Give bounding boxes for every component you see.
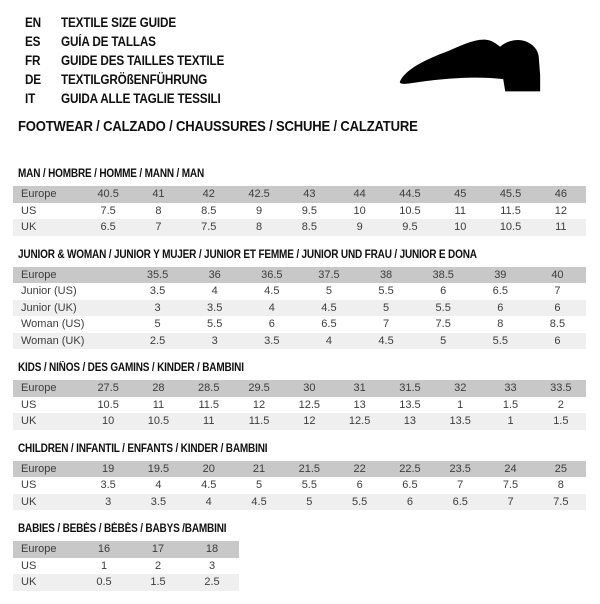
size-cell: 11.5 <box>248 415 270 428</box>
size-cell: 7 <box>457 479 464 492</box>
row-label: Europe <box>21 268 57 281</box>
row-label: Europe <box>21 188 57 201</box>
size-cell: 18 <box>205 543 219 556</box>
size-cell: 10.5 <box>499 221 522 234</box>
size-cell: 2 <box>557 398 564 411</box>
size-cell: 45.5 <box>499 188 522 201</box>
size-cell: 2.5 <box>204 576 220 589</box>
size-cell: 36 <box>208 268 221 281</box>
table-row <box>13 219 586 236</box>
row-label: US <box>21 559 37 572</box>
language-code: IT <box>25 91 36 106</box>
table-row <box>13 267 586 284</box>
size-cell: 3 <box>105 495 112 508</box>
table-title-babies <box>18 523 586 536</box>
size-cell: 6.5 <box>492 285 508 298</box>
size-cell: 45 <box>454 188 467 201</box>
size-cell: 12 <box>252 398 266 411</box>
size-cell: 19.5 <box>147 462 170 475</box>
size-cell: 46 <box>554 188 567 201</box>
table-title-junior-woman <box>18 249 586 262</box>
size-table-junior-woman <box>13 267 586 350</box>
table-section-man <box>13 168 586 236</box>
size-cell: 31 <box>353 382 366 395</box>
table-title-text: CHILDREN / INFANTIL / ENFANTS / KINDER / BAMBINI <box>18 442 268 455</box>
table-row <box>13 494 586 511</box>
size-cell: 6 <box>497 301 504 314</box>
size-cell: 1.5 <box>150 576 166 589</box>
size-cell: 10.5 <box>97 398 119 411</box>
table-row <box>13 397 586 414</box>
size-cell: 6 <box>440 285 447 298</box>
size-cell: 2.5 <box>149 334 166 347</box>
size-cell: 12.5 <box>348 415 371 428</box>
size-cell: 7.5 <box>502 479 519 492</box>
section-title: FOOTWEAR / CALZADO / CHAUSSURES / SCHUHE / CALZATURE <box>18 118 418 135</box>
size-cell: 12 <box>554 204 567 217</box>
size-cell: 38.5 <box>432 268 454 281</box>
size-cell: 1 <box>507 415 514 428</box>
size-cell: 13 <box>353 398 366 411</box>
size-table-babies <box>13 541 239 591</box>
size-cell: 4.5 <box>321 301 337 314</box>
row-label: UK <box>21 576 37 589</box>
size-cell: 1 <box>457 398 464 411</box>
size-cell: 7 <box>383 318 390 331</box>
size-cell: 9 <box>356 221 363 234</box>
table-row <box>13 300 586 317</box>
size-cell: 5 <box>255 479 263 492</box>
size-cell: 7 <box>554 285 561 298</box>
size-table-children <box>13 461 586 511</box>
table-row <box>13 380 586 397</box>
size-cell: 5.5 <box>378 285 394 298</box>
size-cell: 8.5 <box>301 221 317 234</box>
dress-shoe-icon <box>398 34 570 94</box>
language-label: GUIDA ALLE TAGLIE TESSILI <box>61 91 221 106</box>
size-cell: 5 <box>154 318 161 331</box>
table-row <box>13 541 239 558</box>
table-row <box>13 574 239 591</box>
size-cell: 9.5 <box>301 204 317 217</box>
size-cell: 10.5 <box>147 415 170 428</box>
table-title-text: KIDS / NIÑOS / DES GAMINS / KINDER / BAMBINI <box>18 362 244 374</box>
row-label: Woman (US) <box>21 318 85 331</box>
language-row-en <box>25 13 600 32</box>
size-cell: 32 <box>454 382 467 395</box>
size-cell: 8.5 <box>549 318 566 331</box>
size-cell: 33.5 <box>550 382 572 395</box>
size-cell: 33 <box>504 382 517 395</box>
language-code: ES <box>25 34 41 49</box>
size-cell: 1 <box>100 559 108 572</box>
size-cell: 13.5 <box>449 415 471 428</box>
size-cell: 5.5 <box>207 318 223 331</box>
size-cell: 4.5 <box>264 285 280 298</box>
size-cell: 11 <box>454 204 466 217</box>
size-cell: 1.5 <box>502 398 519 411</box>
size-cell: 42.5 <box>248 188 270 201</box>
size-cell: 3.5 <box>264 334 280 347</box>
size-cell: 5.5 <box>351 495 368 508</box>
size-cell: 21 <box>252 462 266 475</box>
size-cell: 2 <box>154 559 162 572</box>
size-cell: 5 <box>325 285 332 298</box>
row-label: Europe <box>21 462 57 475</box>
language-label: GUÍA DE TALLAS <box>61 34 156 49</box>
size-cell: 11.5 <box>500 204 521 217</box>
row-label: US <box>21 398 37 411</box>
row-label: Europe <box>21 543 57 556</box>
size-cell: 4 <box>268 301 275 314</box>
size-cell: 40.5 <box>97 188 119 201</box>
row-label: UK <box>21 495 37 508</box>
size-cell: 5 <box>306 495 313 508</box>
size-cell: 9 <box>255 204 263 217</box>
size-cell: 22.5 <box>399 462 421 475</box>
table-row <box>13 558 239 575</box>
size-cell: 6 <box>406 495 413 508</box>
size-cell: 7.5 <box>435 318 451 331</box>
size-table-man <box>13 186 586 236</box>
language-code: EN <box>25 15 41 30</box>
size-cell: 4 <box>325 334 332 347</box>
language-label: GUIDE DES TAILLES TEXTILE <box>61 53 225 68</box>
size-cell: 6.5 <box>452 495 468 508</box>
size-cell: 7.5 <box>553 495 569 508</box>
row-label: UK <box>21 221 37 234</box>
table-section-children <box>13 443 586 511</box>
size-cell: 37.5 <box>318 268 340 281</box>
size-cell: 16 <box>97 543 111 556</box>
size-cell: 10.5 <box>399 204 421 217</box>
size-cell: 6 <box>554 301 561 314</box>
table-section-junior-woman <box>13 249 586 350</box>
table-row <box>13 203 586 220</box>
size-cell: 11 <box>555 221 567 234</box>
size-cell: 24 <box>504 462 517 475</box>
size-cell: 5 <box>440 334 447 347</box>
size-cell: 21.5 <box>298 462 321 475</box>
size-cell: 40 <box>551 268 564 281</box>
size-cell: 11 <box>203 415 215 428</box>
size-cell: 3.5 <box>207 301 223 314</box>
size-cell: 3.5 <box>100 479 116 492</box>
row-label: UK <box>21 415 37 428</box>
size-cell: 7 <box>507 495 514 508</box>
row-label: Junior (US) <box>21 285 77 298</box>
size-cell: 3.5 <box>149 285 166 298</box>
table-title-text: BABIES / BEBÉS / BÉBÉS / BABYS /BAMBINI <box>18 523 227 535</box>
size-cell: 3 <box>211 334 218 347</box>
table-section-kids <box>13 362 586 430</box>
language-label: TEXTILE SIZE GUIDE <box>61 15 176 30</box>
table-title-children <box>18 443 586 456</box>
size-cell: 10 <box>102 415 115 428</box>
size-cell: 5 <box>383 301 390 314</box>
size-cell: 8 <box>255 221 263 234</box>
size-cell: 6 <box>554 334 561 347</box>
size-cell: 39 <box>494 268 507 281</box>
size-cell: 42 <box>202 188 215 201</box>
table-title-man <box>18 168 586 181</box>
row-label: Europe <box>21 382 57 395</box>
size-tables <box>13 168 586 604</box>
row-label: US <box>21 204 37 217</box>
size-cell: 4 <box>211 285 218 298</box>
language-label: TEXTILGRÖßENFÜHRUNG <box>61 72 208 87</box>
size-cell: 4 <box>205 495 212 508</box>
table-row <box>13 461 586 478</box>
size-cell: 0.5 <box>96 576 112 589</box>
table-row <box>13 316 586 333</box>
size-cell: 4 <box>155 479 162 492</box>
size-cell: 41 <box>152 188 165 201</box>
size-cell: 1.5 <box>553 415 569 428</box>
size-cell: 27.5 <box>97 382 119 395</box>
language-code: FR <box>25 53 41 68</box>
size-cell: 25 <box>554 462 567 475</box>
size-cell: 5.5 <box>492 334 508 347</box>
table-row <box>13 333 586 350</box>
language-code: DE <box>25 72 41 87</box>
size-cell: 36.5 <box>261 268 283 281</box>
size-cell: 35.5 <box>146 268 169 281</box>
size-cell: 11.5 <box>198 398 220 411</box>
size-cell: 6.5 <box>402 479 418 492</box>
size-cell: 11 <box>152 398 165 411</box>
table-row <box>13 283 586 300</box>
size-cell: 3.5 <box>150 495 167 508</box>
size-cell: 44 <box>353 188 366 201</box>
size-cell: 29.5 <box>248 382 270 395</box>
size-cell: 43 <box>303 188 316 201</box>
size-cell: 8 <box>497 318 504 331</box>
size-cell: 4.5 <box>378 334 394 347</box>
size-cell: 17 <box>151 543 165 556</box>
size-cell: 8 <box>155 204 162 217</box>
size-cell: 9.5 <box>402 221 418 234</box>
size-cell: 10 <box>353 204 366 217</box>
size-cell: 6.5 <box>100 221 116 234</box>
size-cell: 19 <box>102 462 115 475</box>
table-title-text: JUNIOR & WOMAN / JUNIOR Y MUJER / JUNIOR ET FEMME / JUNIOR UND FRAU / JUNIOR E DONA <box>18 248 477 261</box>
row-label: US <box>21 479 37 492</box>
size-cell: 7.5 <box>100 204 116 217</box>
size-cell: 44.5 <box>399 188 421 201</box>
size-cell: 13 <box>403 415 417 428</box>
table-row <box>13 413 586 430</box>
table-title-text: MAN / HOMBRE / HOMME / MANN / MAN <box>18 168 205 180</box>
table-row <box>13 186 586 203</box>
size-cell: 7 <box>155 221 162 234</box>
size-cell: 23.5 <box>449 462 471 475</box>
size-table-kids <box>13 380 586 430</box>
table-section-babies <box>13 523 586 591</box>
size-cell: 8 <box>557 479 564 492</box>
table-row <box>13 477 586 494</box>
size-cell: 12.5 <box>298 398 321 411</box>
size-cell: 38 <box>379 268 393 281</box>
size-cell: 3 <box>208 559 216 572</box>
size-cell: 12 <box>303 415 316 428</box>
size-cell: 5.5 <box>301 479 317 492</box>
size-cell: 20 <box>202 462 215 475</box>
size-cell: 30 <box>303 382 316 395</box>
size-cell: 6 <box>356 479 363 492</box>
size-cell: 4.5 <box>251 495 267 508</box>
size-cell: 7.5 <box>201 221 217 234</box>
size-cell: 5.5 <box>435 301 451 314</box>
table-title-kids <box>18 362 586 375</box>
size-cell: 10 <box>454 221 467 234</box>
size-cell: 28 <box>152 382 165 395</box>
size-cell: 31.5 <box>399 382 421 395</box>
size-cell: 6.5 <box>321 318 337 331</box>
size-cell: 4.5 <box>201 479 217 492</box>
row-label: Woman (UK) <box>21 334 85 347</box>
row-label: Junior (UK) <box>21 301 77 314</box>
size-cell: 6 <box>268 318 275 331</box>
size-cell: 28.5 <box>198 382 220 395</box>
size-cell: 13.5 <box>399 398 421 411</box>
size-cell: 8.5 <box>201 204 217 217</box>
size-cell: 3 <box>154 301 161 314</box>
size-cell: 22 <box>353 462 366 475</box>
